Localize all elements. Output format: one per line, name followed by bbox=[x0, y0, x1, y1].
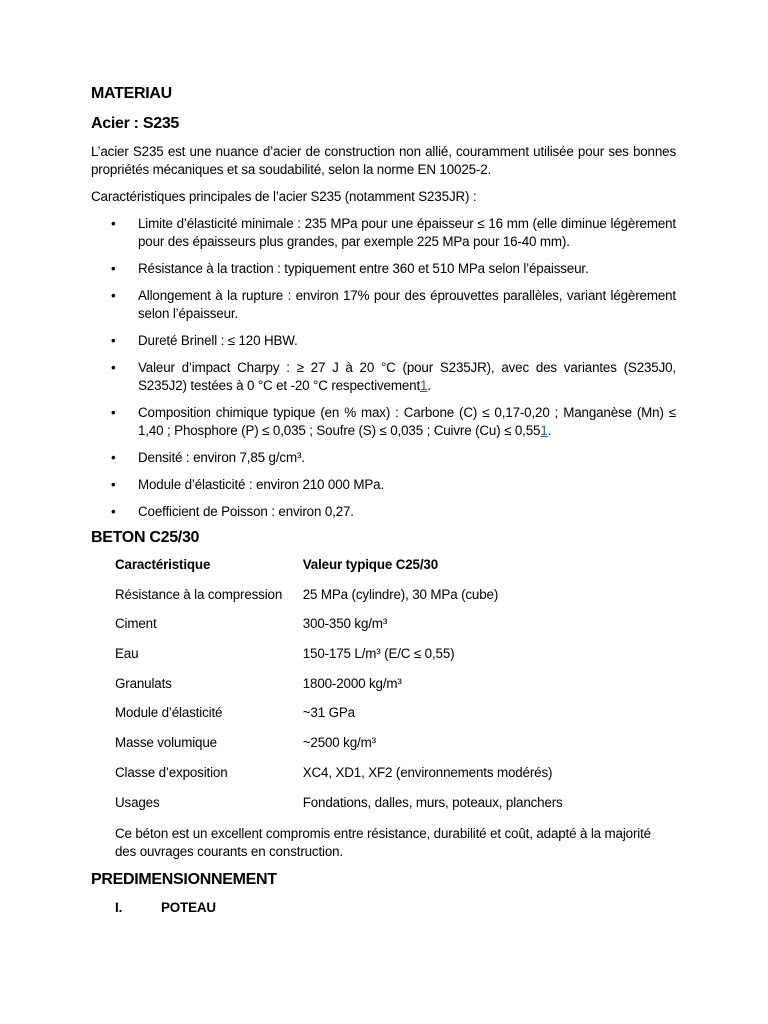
beton-table-value-cell: XC4, XD1, XF2 (environnements modérés) bbox=[302, 764, 553, 780]
acier-property-item bbox=[91, 287, 676, 323]
beton-table-row bbox=[115, 675, 676, 705]
acier-property-text: Résistance à la traction : typiquement entre 360 et 510 MPa selon l’épaisseur. bbox=[138, 261, 589, 276]
bullet-icon: • bbox=[111, 333, 116, 348]
predim-subheading-number: I. bbox=[115, 900, 123, 916]
heading-acier: Acier : S235 bbox=[91, 115, 180, 132]
acier-property-text: Module d’élasticité : environ 210 000 MPa. bbox=[138, 477, 385, 492]
beton-table-characteristic-cell: Usages bbox=[115, 794, 160, 810]
beton-table-value-cell: 25 MPa (cylindre), 30 MPa (cube) bbox=[302, 586, 499, 602]
beton-table-value-cell: Fondations, dalles, murs, poteaux, planchers bbox=[302, 794, 563, 810]
acier-properties-list bbox=[91, 215, 676, 521]
beton-table-characteristic-cell: Classe d’exposition bbox=[115, 764, 228, 780]
beton-table-characteristic-cell: Eau bbox=[115, 646, 139, 662]
beton-table-value-cell: 1800-2000 kg/m³ bbox=[302, 675, 402, 691]
acier-intro-paragraph: L’acier S235 est une nuance d’acier de construction non allié, couramment utilisée pour ses bonnes propriétés mécaniques et sa soudabilité, selon la norme EN 10025-2. bbox=[91, 144, 676, 177]
acier-property-text: Composition chimique typique (en % max) : Carbone (C) ≤ 0,17-0,20 ; Manganèse (Mn) ≤ 1,40 ; Phosphore (P) ≤ 0,035 ; Soufre (S) ≤ 0,035 ; Cuivre (Cu) ≤ 0,55 bbox=[138, 405, 676, 438]
bullet-icon: • bbox=[111, 405, 116, 420]
beton-table-row bbox=[115, 794, 676, 824]
beton-table-row bbox=[115, 764, 676, 794]
beton-table-characteristic-cell: Module d’élasticité bbox=[115, 705, 223, 721]
bullet-icon: • bbox=[111, 261, 116, 276]
acier-property-item bbox=[91, 503, 676, 521]
acier-property-item bbox=[91, 359, 676, 395]
acier-property-item bbox=[91, 215, 676, 251]
beton-table-header-row bbox=[115, 556, 676, 586]
beton-table-characteristic-cell: Résistance à la compression bbox=[115, 586, 283, 602]
bullet-icon: • bbox=[111, 216, 116, 231]
bullet-icon: • bbox=[111, 360, 116, 375]
beton-table-row bbox=[115, 734, 676, 764]
footnote-reference-link[interactable]: 1 bbox=[540, 423, 548, 438]
beton-table-characteristic-cell: Ciment bbox=[115, 616, 157, 632]
predim-subheading-label: POTEAU bbox=[161, 900, 216, 916]
beton-table-characteristic-cell: Masse volumique bbox=[115, 735, 217, 751]
bullet-icon: • bbox=[111, 288, 116, 303]
beton-table-value-cell: ~31 GPa bbox=[302, 705, 355, 721]
beton-table-value-cell: 300-350 kg/m³ bbox=[302, 616, 388, 632]
beton-table-value-cell: ~2500 kg/m³ bbox=[302, 735, 376, 751]
footnote-reference-link[interactable]: 1 bbox=[420, 378, 428, 393]
beton-table-header-characteristic: Caractéristique bbox=[115, 557, 211, 572]
beton-conclusion-paragraph: Ce béton est un excellent compromis entre résistance, durabilité et coût, adapté à la majorité des ouvrages courants en construction. bbox=[115, 826, 651, 860]
beton-table-header-value: Valeur typique C25/30 bbox=[302, 557, 439, 572]
beton-table-row bbox=[115, 704, 676, 734]
acier-property-item bbox=[91, 332, 676, 350]
acier-property-item bbox=[91, 260, 676, 278]
acier-property-text: Densité : environ 7,85 g/cm³. bbox=[138, 450, 305, 465]
acier-property-tail: . bbox=[547, 423, 552, 438]
acier-property-text: Dureté Brinell : ≤ 120 HBW. bbox=[138, 333, 298, 348]
beton-table bbox=[115, 556, 676, 823]
bullet-icon: • bbox=[111, 450, 116, 465]
predim-list bbox=[91, 899, 676, 917]
predim-subheading bbox=[115, 899, 676, 917]
acier-property-text: Allongement à la rupture : environ 17% pour des éprouvettes parallèles, variant légèrement selon l’épaisseur. bbox=[138, 288, 676, 321]
acier-property-text: Limite d’élasticité minimale : 235 MPa pour une épaisseur ≤ 16 mm (elle diminue légèrement pour des épaisseurs plus grandes, par exemple 225 MPa pour 16-40 mm). bbox=[138, 216, 676, 249]
beton-table-row bbox=[115, 615, 676, 645]
acier-property-tail: . bbox=[427, 378, 431, 393]
beton-table-value-cell: 150-175 L/m³ (E/C ≤ 0,55) bbox=[302, 646, 455, 662]
acier-property-item bbox=[91, 476, 676, 494]
bullet-icon: • bbox=[111, 477, 116, 492]
acier-property-text: Valeur d’impact Charpy : ≥ 27 J à 20 °C (pour S235JR), avec des variantes (S235J0, S235J2) testées à 0 °C et -20 °C respectivement bbox=[138, 360, 676, 393]
acier-property-item bbox=[91, 449, 676, 467]
beton-table-characteristic-cell: Granulats bbox=[115, 675, 172, 691]
heading-predimensionnement: PREDIMENSIONNEMENT bbox=[91, 871, 277, 889]
acier-characteristics-intro: Caractéristiques principales de l’acier S235 (notamment S235JR) : bbox=[91, 189, 477, 204]
acier-property-text: Coefficient de Poisson : environ 0,27. bbox=[138, 504, 354, 519]
document-body bbox=[91, 84, 676, 917]
acier-property-item bbox=[91, 404, 676, 440]
bullet-icon: • bbox=[111, 504, 116, 519]
heading-materiau: MATERIAU bbox=[91, 85, 172, 102]
beton-table-row bbox=[115, 645, 676, 675]
beton-table-row bbox=[115, 586, 676, 616]
heading-beton: BETON C25/30 bbox=[91, 529, 200, 546]
